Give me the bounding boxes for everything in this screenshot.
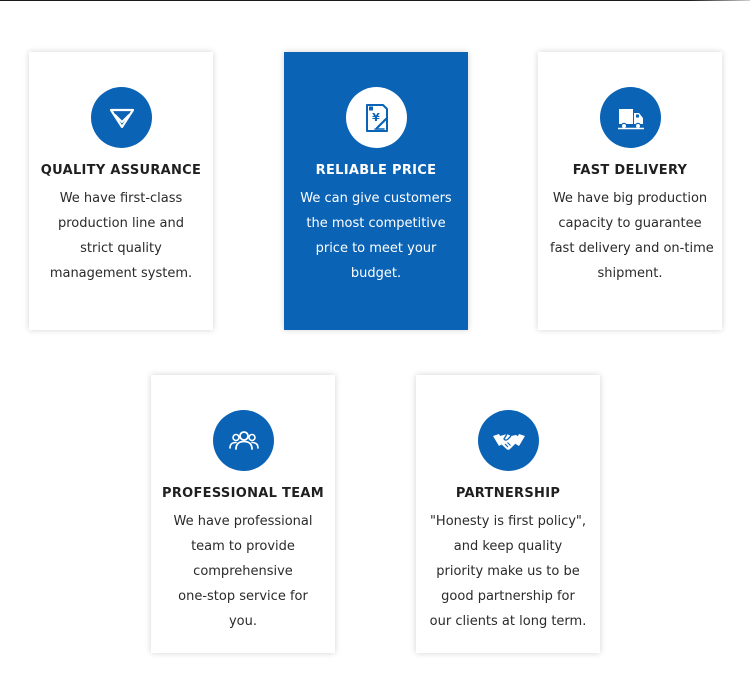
description-line: We have big production [552,191,708,206]
card-description [550,186,714,286]
description-line: budget. [350,266,402,281]
description-line: shipment. [597,266,663,281]
card-description [163,509,323,634]
card-title: PARTNERSHIP [455,486,561,501]
card-title: QUALITY ASSURANCE [40,163,202,178]
description-line: production line and [58,216,184,231]
card-title: FAST DELIVERY [572,163,688,178]
card-description [41,186,201,286]
price-document-icon [346,87,407,148]
diamond-icon [91,87,152,148]
description-line: priority make us to be [436,564,580,579]
description-line: capacity to guarantee [558,216,702,231]
description-line: We have first-class [59,191,183,206]
description-line: the most competitive [306,216,446,231]
description-line: comprehensive [193,564,293,579]
card-description [428,509,588,634]
description-line: team to provide [191,539,295,554]
feature-card-reliable-price[interactable] [284,52,468,330]
description-line: "Honesty is first policy", [429,514,587,529]
card-description [296,186,456,286]
top-divider [0,0,750,1]
description-line: one-stop service for [178,589,308,604]
description-line: fast delivery and on-time [550,241,714,256]
feature-card-fast-delivery[interactable] [538,52,722,330]
description-line: price to meet your [315,241,437,256]
description-line: We have professional [173,514,313,529]
description-line: management system. [49,266,193,281]
handshake-icon [478,410,539,471]
description-line: good partnership for [441,589,575,604]
description-line: our clients at long term. [429,614,587,629]
delivery-truck-icon [600,87,661,148]
description-line: and keep quality [453,539,563,554]
feature-card-professional-team[interactable] [151,375,335,653]
description-line: We can give customers [300,191,452,206]
description-line: strict quality [80,241,162,256]
card-title: RELIABLE PRICE [315,163,437,178]
feature-card-quality-assurance[interactable] [29,52,213,330]
card-title: PROFESSIONAL TEAM [162,486,324,501]
top-divider-fade [690,0,750,1]
svg-text:¥: ¥ [371,110,380,124]
feature-card-partnership[interactable] [416,375,600,653]
description-line: you. [228,614,258,629]
team-icon [213,410,274,471]
